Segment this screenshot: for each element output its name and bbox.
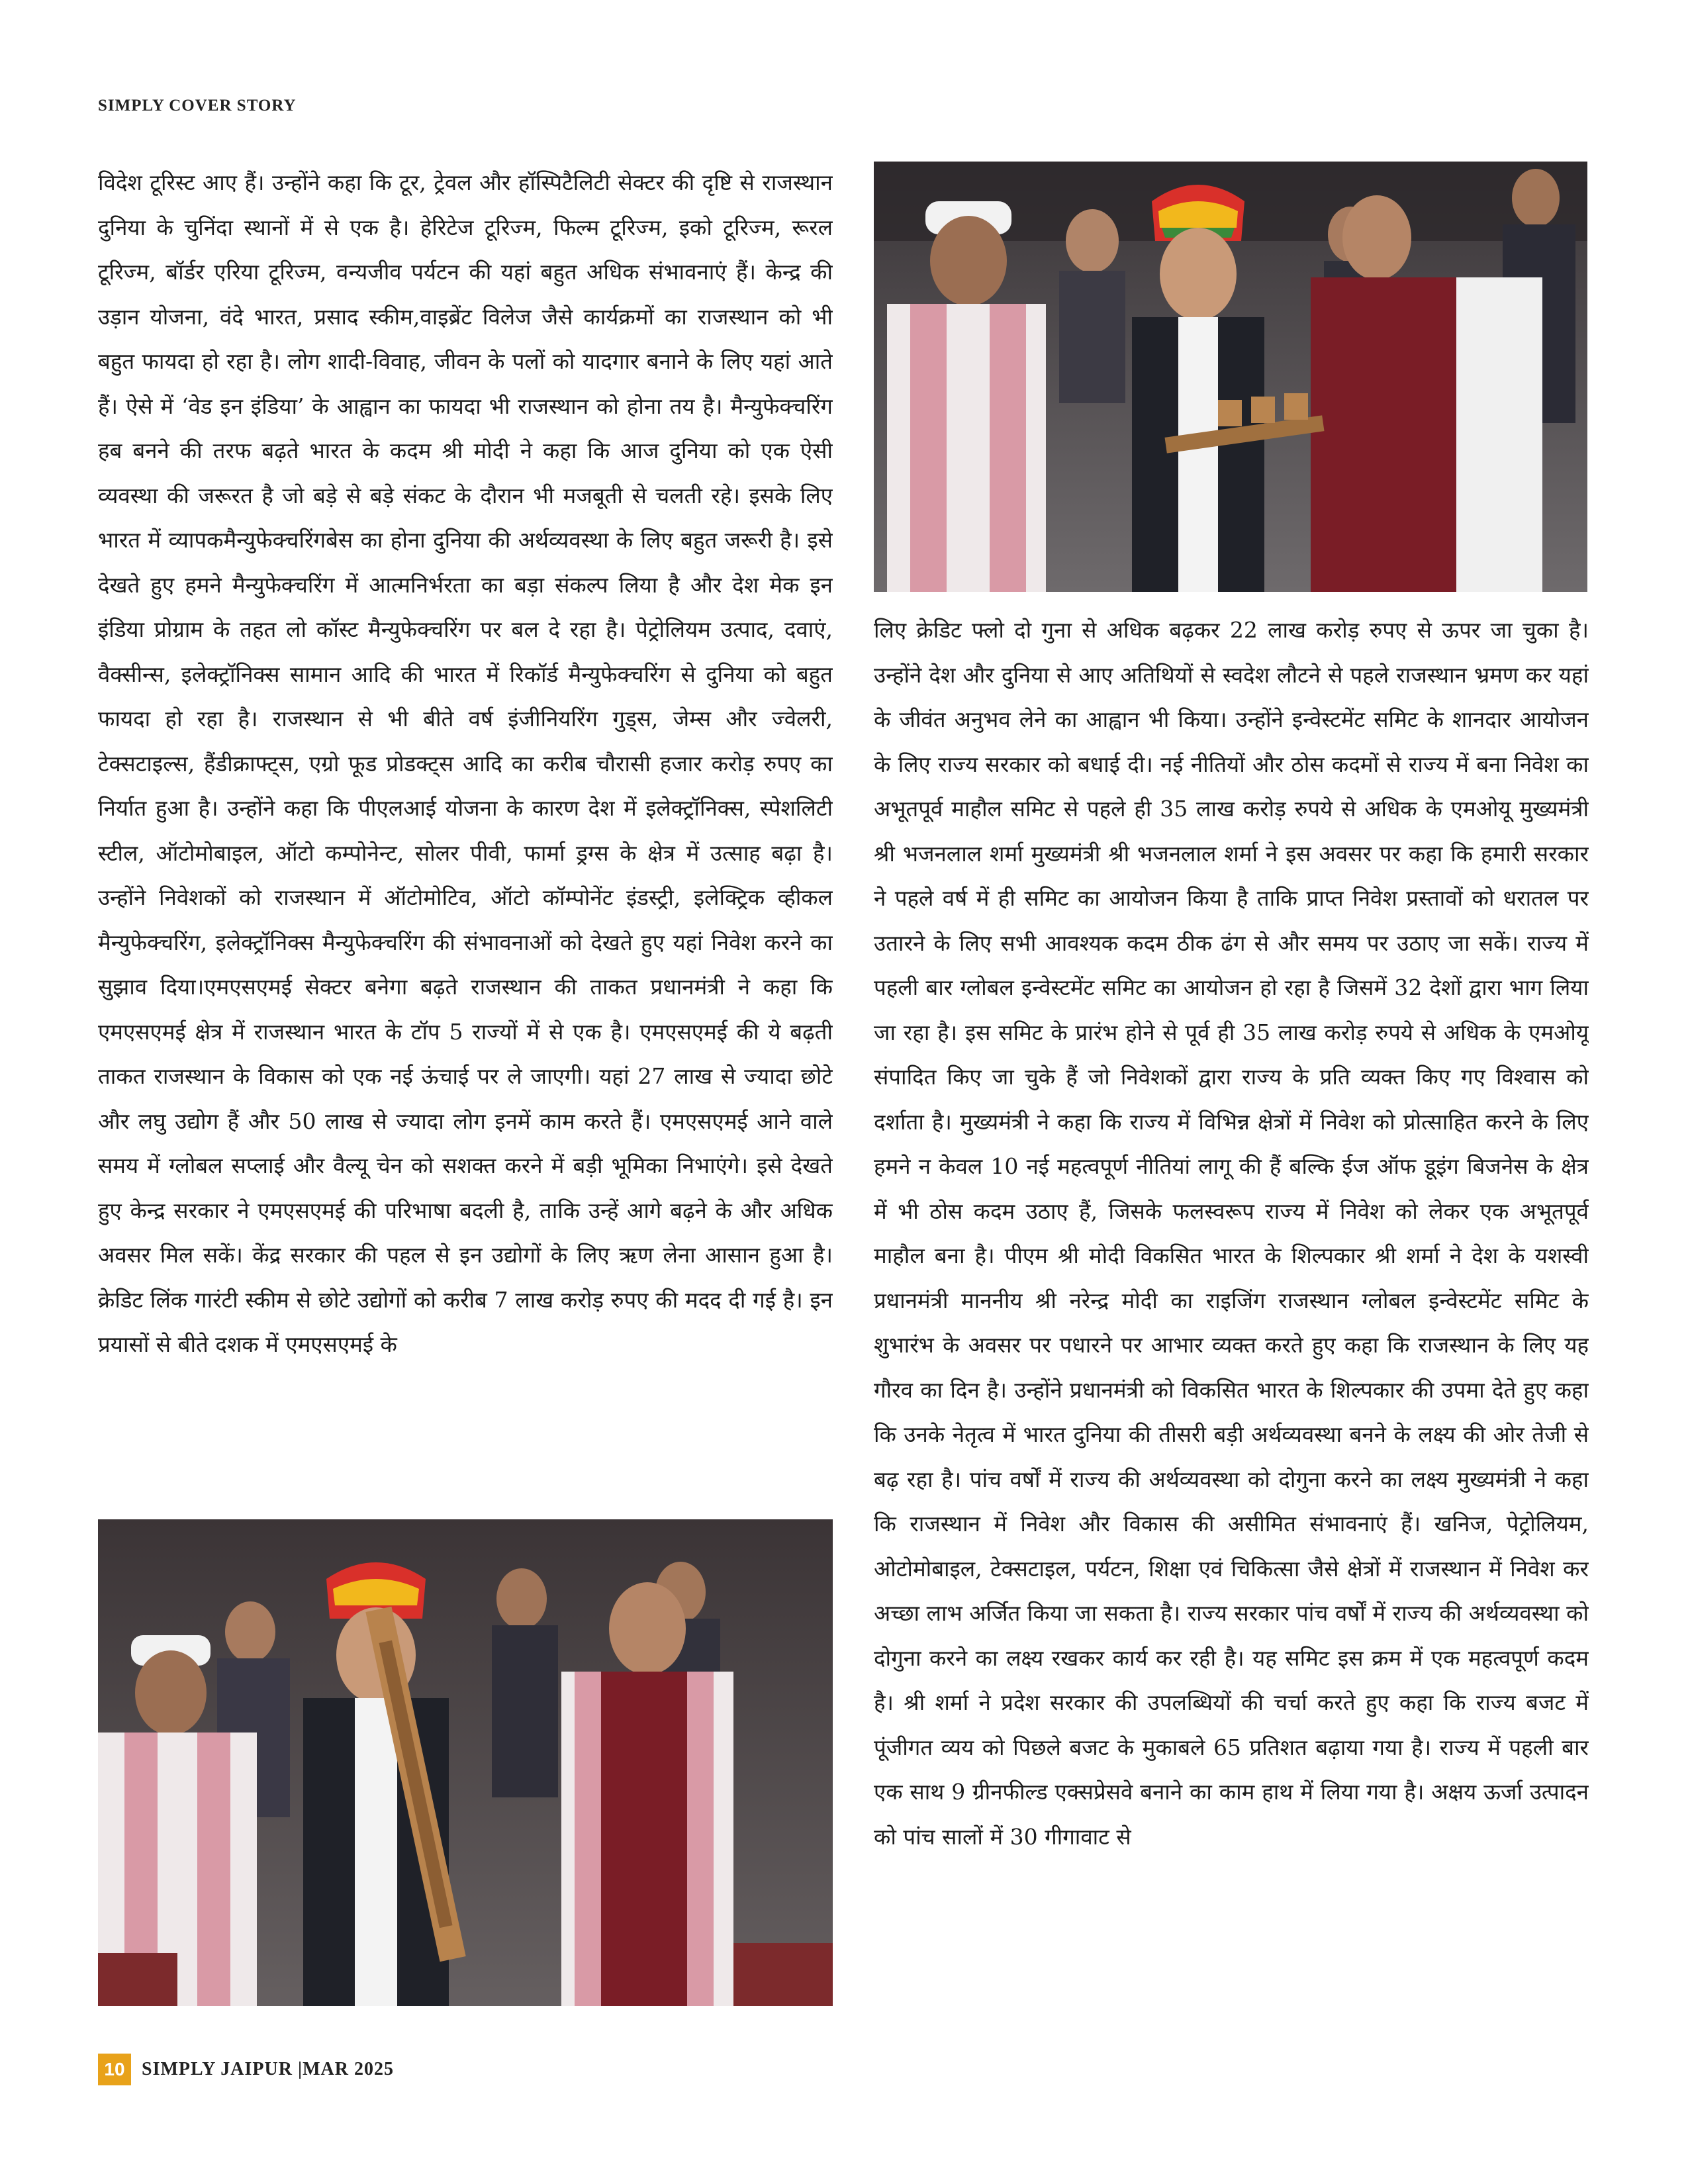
article-column-2: लिए क्रेडिट फ्लो दो गुना से अधिक बढ़कर 22 लाख करोड़ रुपए से ऊपर जा चुका है। उन्होंने देश और दुनिया से आए अतिथियों से स्वदेश लौटने से पहले राजस्थान भ्रमण कर यहां के जीवंत अनुभव लेने का आह्वान भी किया। उन्होंने इन्वेस्टमेंट समिट के शानदार आयोजन के लिए राज्य सरकार को बधाई दी। नई नीतियों और ठोस कदमों से राज्य में बना निवेश का अभूतपूर्व माहौल समिट से पहले ही 35 लाख करोड़ रुपये से अधिक के एमओयू मुख्यमंत्री श्री भजनलाल शर्मा मुख्यमंत्री श्री भजनलाल शर्मा ने इस अवसर पर कहा कि हमारी सरकार ने पहले वर्ष में ही समिट का आयोजन किया है ताकि प्राप्त निवेश प्रस्तावों को धरातल पर उतारने के लिए सभी आवश्यक कदम ठीक ढंग से और समय पर उठाए जा सकें। राज्य में पहली बार ग्लोबल इन्वेस्टमेंट समिट का आयोजन हो रहा है जिसमें 32 देशों द्वारा भाग लिया जा रहा है। इस समिट के प्रारंभ होने से पूर्व ही 35 लाख करोड़ रुपये से अधिक के एमओयू संपादित किए जा चुके हैं जो निवेशकों द्वारा राज्य के प्रति व्यक्त किए गए विश्वास को दर्शाता है। मुख्यमंत्री ने कहा कि राज्य में विभिन्न क्षेत्रों में निवेश को प्रोत्साहित करने के लिए हमने न केवल 10 नई महत्वपूर्ण नीतियां लागू की हैं बल्कि ईज ऑफ डूइंग बिजनेस के क्षेत्र में भी ठोस कदम उठाए हैं, जिसके फलस्वरूप राज्य में निवेश को लेकर एक अभूतपूर्व माहौल बना है। पीएम श्री मोदी विकसित भारत के शिल्पकार श्री शर्मा ने देश के यशस्वी प्रधानमंत्री माननीय श्री नरेन्द्र मोदी का राइजिंग राजस्थान ग्लोबल इन्वेस्टमेंट समिट के शुभारंभ के अवसर पर पधारने पर आभार व्यक्त करते हुए कहा कि राजस्थान के लिए यह गौरव का दिन है। उन्होंने प्रधानमंत्री को विकसित भारत के शिल्पकार की उपमा देते हुए कहा कि उनके नेतृत्व में भारत दुनिया की तीसरी बड़ी अर्थव्यवस्था बनने के लक्ष्य की ओर तेजी से बढ़ रहा है। पांच वर्षों में राज्य की अर्थव्यवस्था को दोगुना करने का लक्ष्य मुख्यमंत्री ने कहा कि राजस्थान में निवेश और विकास की असीमित संभावनाएं हैं। खनिज, पेट्रोलियम, ओटोमोबाइल, टेक्सटाइल, पर्यटन, शिक्षा एवं चिकित्सा जैसे क्षेत्रों में राजस्थान में निवेश कर अच्छा लाभ अर्जित किया जा सकता है। राज्य सरकार पांच वर्षों में राज्य की अर्थव्यवस्था को दोगुना करने का लक्ष्य रखकर कार्य कर रही है। यह समिट इस क्रम में एक महत्वपूर्ण कदम है। श्री शर्मा ने प्रदेश सरकार की उपलब्धियों की चर्चा करते हुए कहा कि राज्य बजट में पूंजीगत व्यय को पिछले बजट के मुकाबले 65 प्रतिशत बढ़ाया गया है। राज्य में पहली बार एक साथ 9 ग्रीनफील्ड एक्सप्रेसवे बनाने का काम हाथ में लिया गया है। अक्षय ऊर्जा उत्पादन को पांच सालों में 30 गीगावाट से <box>874 617 1589 1850</box>
event-photo-bottom <box>98 1519 833 2006</box>
page-number: 10 <box>98 2054 131 2085</box>
event-photo-top <box>874 162 1587 592</box>
event-photo-bottom-image <box>98 1519 833 2006</box>
article-column-1: विदेश टूरिस्ट आए हैं। उन्होंने कहा कि टूर, ट्रेवल और हॉस्पिटैलिटी सेक्टर की दृष्टि से राजस्थान दुनिया के चुनिंदा स्थानों में से एक है। हेरिटेज टूरिज्म, फिल्म टूरिज्म, इको टूरिज्म, रूरल टूरिज्म, बॉर्डर एरिया टूरिज्म, वन्यजीव पर्यटन की यहां बहुत अधिक संभावनाएं हैं। केन्द्र की उड़ान योजना, वंदे भारत, प्रसाद स्कीम,वाइब्रेंट विलेज जैसे कार्यक्रमों का राजस्थान को भी बहुत फायदा हो रहा है। लोग शादी-विवाह, जीवन के पलों को यादगार बनाने के लिए यहां आते हैं। ऐसे में ‘वेड इन इंडिया’ के आह्वान का फायदा भी राजस्थान को होना तय है। मैन्युफेक्चरिंग हब बनने की तरफ बढ़ते भारत के कदम श्री मोदी ने कहा कि आज दुनिया को एक ऐसी व्यवस्था की जरूरत है जो बड़े से बड़े संकट के दौरान भी मजबूती से चलती रहे। इसके लिए भारत में व्यापकमैन्युफेक्चरिंगबेस का होना दुनिया की अर्थव्यवस्था के लिए बहुत जरूरी है। इसे देखते हुए हमने मैन्युफेक्चरिंग में आत्मनिर्भरता का बड़ा संकल्प लिया है और देश मेक इन इंडिया प्रोग्राम के तहत लो कॉस्ट मैन्युफेक्चरिंग पर बल दे रहा है। पेट्रोलियम उत्पाद, दवाएं, वैक्सीन्स, इलेक्ट्रॉनिक्स सामान आदि की भारत में रिकॉर्ड मैन्युफेक्चरिंग से दुनिया को बहुत फायदा हो रहा है। राजस्थान से भी बीते वर्ष इंजीनियरिंग गुड्स, जेम्स और ज्वेलरी, टेक्सटाइल्स, हैंडीक्राफ्ट्स, एग्रो फूड प्रोडक्ट्स आदि का करीब चौरासी हजार करोड़ रुपए का निर्यात हुआ है। उन्होंने कहा कि पीएलआई योजना के कारण देश में इलेक्ट्रॉनिक्स, स्पेशलिटी स्टील, ऑटोमोबाइल, ऑटो कम्पोनेन्ट, सोलर पीवी, फार्मा ड्रग्स के क्षेत्र में उत्साह बढ़ा है। उन्होंने निवेशकों को राजस्थान में ऑटोमोटिव, ऑटो कॉम्पोनेंट इंडस्ट्री, इलेक्ट्रिक व्हीकल मैन्युफेक्चरिंग, इलेक्ट्रॉनिक्स मैन्युफेक्चरिंग की संभावनाओं को देखते हुए यहां निवेश करने का सुझाव दिया।एमएसएमई सेक्टर बनेगा बढ़ते राजस्थान की ताकत प्रधानमंत्री ने कहा कि एमएसएमई क्षेत्र में राजस्थान भारत के टॉप 5 राज्यों में से एक है। एमएसएमई की ये बढ़ती ताकत राजस्थान के विकास को एक नई ऊंचाई पर ले जाएगी। यहां 27 लाख से ज्यादा छोटे और लघु उद्योग हैं और 50 लाख से ज्यादा लोग इनमें काम करते हैं। एमएसएमई आने वाले समय में ग्लोबल सप्लाई और वैल्यू चेन को सशक्त करने में बड़ी भूमिका निभाएंगे। इसे देखते हुए केन्द्र सरकार ने एमएसएमई की परिभाषा बदली है, ताकि उन्हें आगे बढ़ने के और अधिक अवसर मिल सकें। केंद्र सरकार की पहल से इन उद्योगों के लिए ऋण लेना आसान हुआ है। क्रेडिट लिंक गारंटी स्कीम से छोटे उद्योगों को करीब 7 लाख करोड़ रुपए की मदद दी गई है। इन प्रयासों से बीते दशक में एमएसएमई के <box>98 169 833 1357</box>
section-label: SIMPLY COVER STORY <box>98 97 297 115</box>
page-footer <box>98 2054 394 2085</box>
event-photo-top-image <box>874 162 1587 592</box>
magazine-issue: SIMPLY JAIPUR |MAR 2025 <box>142 2059 394 2079</box>
